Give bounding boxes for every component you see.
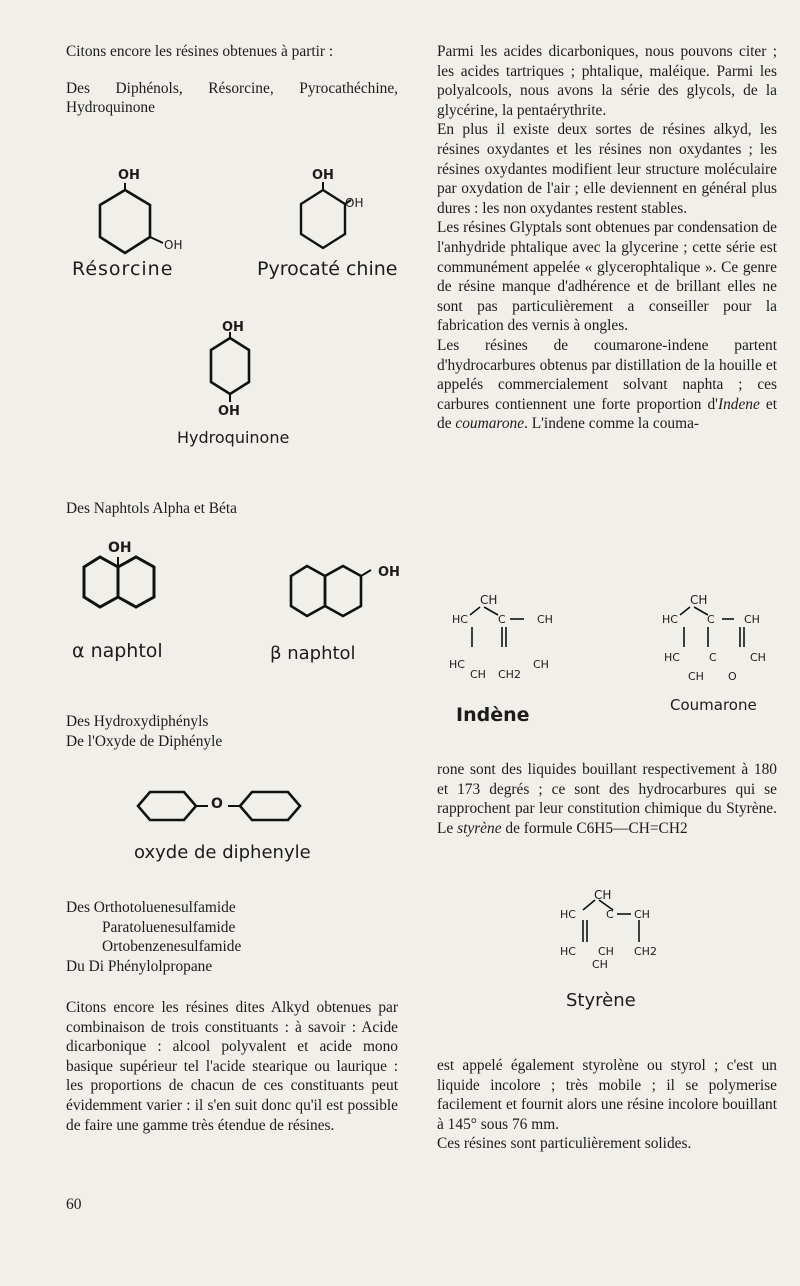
oxyde-o-label: O <box>211 796 223 812</box>
beta-naphtol-label: β naphtol <box>270 643 356 664</box>
right-paragraph-4c: . L'indene comme la couma- <box>524 415 700 433</box>
right-paragraph-7: Ces résines sont particulièrement solides. <box>437 1135 692 1153</box>
alkyd-paragraph <box>66 998 398 1135</box>
left-paragraph-5: De l'Oxyde de Diphényle <box>66 732 223 750</box>
pyrocatechine-oh-top: OH <box>312 168 334 183</box>
styrene-ch2: CH2 <box>634 945 657 958</box>
resorcine-label: Résorcine <box>72 258 174 280</box>
indene-ch2: CH2 <box>498 668 521 681</box>
coumarone-c-bottom: C <box>709 651 717 664</box>
list-item: Ortobenzenesulfamide <box>102 938 242 956</box>
resorcine-oh-bottom: OH <box>164 238 183 252</box>
styrene-ch-top: CH <box>594 888 612 902</box>
coumarone-structure <box>650 585 780 685</box>
pyrocatechine-label: Pyrocaté chine <box>257 258 398 280</box>
right-paragraph-2: En plus il existe deux sortes de résines alkyd, les résines oxydantes et les résines non oxydantes ; les résines oxydantes modifient leur structure moléculaire par oxydation de l'air ; elle deviennent en général plus dures : les non oxydantes restent stables. <box>437 121 777 217</box>
hydroquinone-label: Hydroquinone <box>177 428 290 447</box>
indene-word: Indene <box>717 395 760 413</box>
oxyde-diphenyle-label: oxyde de diphenyle <box>134 842 311 863</box>
indene-hc-bottom: HC <box>449 658 465 671</box>
list-item: Du Di Phénylolpropane <box>66 957 213 975</box>
alpha-naphtol-label: α naphtol <box>72 640 163 662</box>
right-paragraph-3: Les résines Glyptals sont obtenues par condensation de l'anhydride phtalique avec la glycerine ; cette série est communément appelée « glycerophtalique ». Ce genre de résine manque d'adhérence et de brillant elles ne sont pas particulièrement a conseiller pour la fabrication des vernis à ongles. <box>437 219 777 335</box>
left-paragraph-2: Des Diphénols, Résorcine, Pyrocathéchine, Hydroquinone <box>66 79 398 117</box>
left-paragraph-3: Des Naphtols Alpha et Béta <box>66 500 237 517</box>
right-column-middle <box>437 760 777 838</box>
coumarone-o: O <box>728 670 737 683</box>
naphtols-line <box>66 499 398 519</box>
page-number: 60 <box>66 1196 82 1213</box>
styrene-ch: CH <box>634 908 650 921</box>
indene-label: Indène <box>456 704 530 726</box>
pyrocatechine-oh-side: OH <box>345 196 364 210</box>
right-paragraph-4a: Les résines de coumarone-indene partent d'hydrocarbures obtenus par distillation de la houille et appelés commercialement solvant naphta ; ces carbures contiennent une forte proportion d' <box>437 336 777 413</box>
coumarone-c: C <box>707 613 715 626</box>
styrene-c: C <box>606 908 614 921</box>
resorcine-oh-top: OH <box>118 168 140 183</box>
styrene-hc: HC <box>560 908 576 921</box>
coumarone-hc: HC <box>662 613 678 626</box>
styrene-ch-bottom: CH <box>592 958 608 971</box>
coumarone-label: Coumarone <box>670 696 757 714</box>
hydroquinone-oh-bottom: OH <box>218 404 240 419</box>
right-paragraph-5 <box>437 760 777 838</box>
right-column <box>437 42 777 434</box>
oxyde-diphenyle-structure <box>128 786 318 836</box>
styrene-word: styrène <box>457 819 502 837</box>
right-paragraph-4 <box>437 336 777 434</box>
right-paragraph-6: est appelé également styrolène ou styrol ; c'est un liquide incolore ; très mobile ; il se polymerise facilement et fournit alors une résine incolore bouillant à 145° sous 76 mm. <box>437 1057 777 1133</box>
coumarone-word: coumarone <box>455 415 525 433</box>
styrene-hc-bottom: HC <box>560 945 576 958</box>
coumarone-ch-top: CH <box>690 593 708 607</box>
hydroxydiphenyls-lines <box>66 712 398 751</box>
alpha-naphtol-oh: OH <box>108 540 132 556</box>
indene-ch-right: CH <box>533 658 549 671</box>
beta-naphtol-oh: OH <box>378 565 400 580</box>
left-paragraph-6: Citons encore les résines dites Alkyd obtenues par combinaison de trois constituants : à savoir : Acide dicarbonique : alcool polyvalent et acide mono basique supérieur tel l'acide stearique ou laurique : les proportions de chacun de ces constituants peut évidemment varier : il s'en suit donc qu'il est possible de faire une gamme très étendue de résines. <box>66 999 398 1134</box>
beta-naphtol-structure <box>285 560 385 640</box>
right-paragraph-4b: et de <box>437 395 777 433</box>
coumarone-ch: CH <box>744 613 760 626</box>
right-paragraph-5a: rone sont des liquides bouillant respectivement à 180 et 173 degrés ; ce sont des hydrocarbures qui se rapprochent par leur constitution chimique du Styrène. Le <box>437 761 777 837</box>
sulfamides-list <box>66 898 398 976</box>
right-column-bottom <box>437 1056 777 1154</box>
coumarone-ch-bottom: CH <box>688 670 704 683</box>
left-paragraph-1: Citons encore les résines obtenues à partir : <box>66 43 334 60</box>
styrene-label: Styrène <box>566 990 636 1011</box>
coumarone-ch-right: CH <box>750 651 766 664</box>
hydroquinone-oh-top: OH <box>222 320 244 335</box>
list-item: Paratoluenesulfamide <box>102 918 236 936</box>
indene-ch-top: CH <box>480 593 498 607</box>
indene-hc: HC <box>452 613 468 626</box>
indene-c: C <box>498 613 506 626</box>
coumarone-hc-bottom: HC <box>664 651 680 664</box>
left-column <box>66 42 398 118</box>
styrene-ch-mid: CH <box>598 945 614 958</box>
right-paragraph-1: Parmi les acides dicarboniques, nous pouvons citer ; les acides tartriques ; phtalique, maléique. Parmi les polyalcools, nous avons la série des glycols, de la glycérine, la pentaérythrite. <box>437 43 777 119</box>
list-item: Des Orthotoluenesulfamide <box>66 899 236 916</box>
right-paragraph-5b: de formule C6H5—CH=CH2 <box>501 819 688 837</box>
indene-ch: CH <box>537 613 553 626</box>
alpha-naphtol-structure <box>78 545 173 630</box>
left-paragraph-4: Des Hydroxydiphényls <box>66 713 209 730</box>
indene-ch-bottom: CH <box>470 668 486 681</box>
